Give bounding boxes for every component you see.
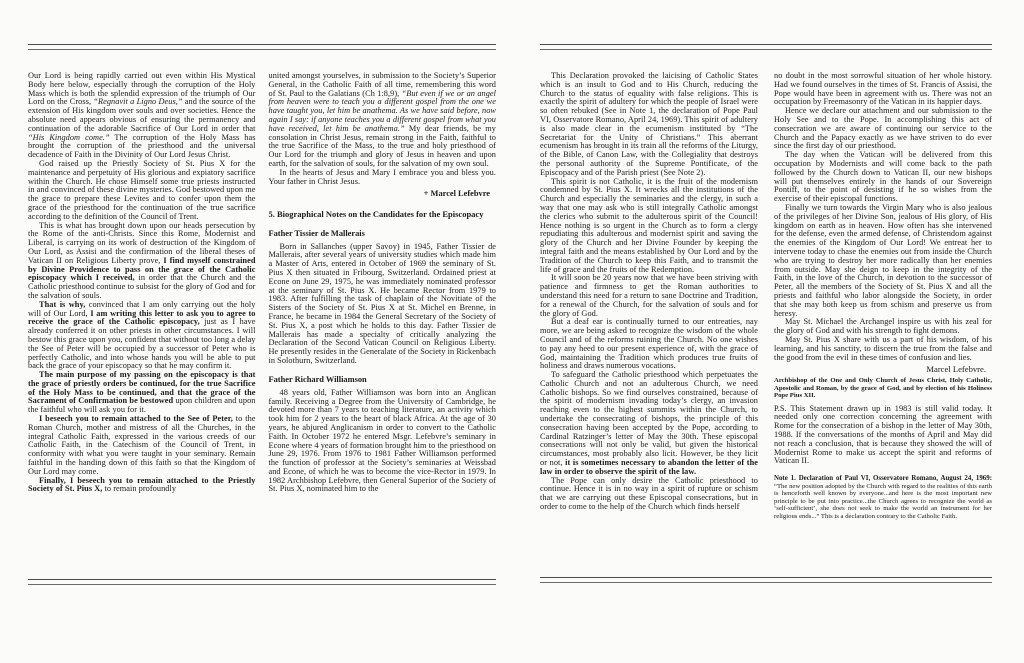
paragraph: The Pope can only desire the Catholic priesthood to continue. Hence it is in no way in a spirit of rupture or schism that we are carrying out these Episcopal consecrations, but in order to come to the help of the Church which finds herself bbox=[540, 475, 758, 512]
paragraph: That is why, convinced that I am only carrying out the holy will of Our Lord, I am writing this letter to ask you to agree to receive the grace of the Catholic episcopacy, just as I have already conferred it on other priests in other circumstances. I will bestow this grace upon you, confident that without too long a delay the See of Peter will be occupied by a successor of Peter who is perfectly Catholic, and into whose hands you will be able to put back the grace of your episcopacy so that he may confirm it. bbox=[28, 299, 256, 371]
paragraph: Hence we declare our attachment and our submission to the Holy See and to the Pope. In accomplishing this act of consecration we are aware of continuing our service to the Church and the Papacy exactly as we have striven to do ever since the first day of our priesthood. bbox=[774, 106, 992, 151]
paragraph: The main purpose of my passing on the episcopacy is that the grace of priestly orders be continued, for the true Sacrifice of the Holy Mass to be continued, and that the grace of the Sacrament of Confirmation be bestowed upon children and upon the faithful who will ask you for it. bbox=[28, 370, 256, 415]
signature-plain: Marcel Lefebvre. bbox=[926, 364, 986, 375]
paragraph: Finally, I beseech you to remain attached to the Priestly Society of St. Pius X, to remain profoundly bbox=[28, 475, 256, 494]
paragraph: I beseech you to remain attached to the See of Peter, to the Roman Church, mother and mistress of all the Churches, in the integral Catholic Faith, expressed in the various creeds of our Catholic Faith, in the Catechism of the Council of Trent, in conformity with what you were taught in your seminary. Remain faithful in the handing down of this faith so that the Kingdom of Our Lord may come. bbox=[28, 414, 256, 476]
paragraph: This spirit is not Catholic, it is the fruit of the modernism condemned by St. Pius X. It wrecks all the institutions of the Church and especially the seminaries and the clergy, in such a way that one may ask who is still integrally Catholic amongst the clerics who submit to the adulterous spirit of the Council! Hence nothing is so urgent in the Church as to form a clergy repudiating this adulterous and modernist spirit and saving the glory of the Church and her Divine Founder by keeping the integral faith and the means established by Our Lord and by the Tradition of the Church to keep this Faith, and to transmit the life of grace and the fruits of the Redemption. bbox=[540, 176, 758, 274]
page-right bbox=[540, 44, 992, 583]
left-page-column-2 bbox=[269, 72, 497, 564]
heading: 5. Biographical Notes on the Candidates for the Episcopacy bbox=[268, 209, 484, 220]
right-page-column-1 bbox=[540, 72, 758, 564]
paragraph: This Declaration provoked the laicising of Catholic States which is an insult to God and to His Church, reducing the Church to the status of equality with false religions. This is exactly the spirit of adultery for which the people of Israel were so often rebuked (See in Note 1, the declaration of Pope Paul VI, Osservatore Romano, April 24, 1969). This spirit of adultery is also made clear in the ecumenism instituted by “The Secretariat for the Unity of Christians.” This aberrant ecumenism has brought in its train all the reforms of the Liturgy, of the Bible, of Canon Law, with the Collegiality that destroys the personal authority of the Supreme Pontificate, of the Episcopacy and of the Parish priest (See Note 2). bbox=[540, 72, 758, 177]
paragraph: May St. Pius X share with us a part of his wisdom, of his learning, and his sanctity, to discern the true from the false and the good from the evil in these times of confusion and lies. bbox=[774, 334, 992, 362]
footnote: Note 1. Declaration of Paul VI, Osservatore Romano, August 24, 1969: “The new position adopted by the Church with regard to the realities of this earth is henceforth well known by everyone...and here is the most important new principle to be put into practice...the Church agrees to recognize the world as ‘self-sufficient’, she does not seek to make the world an instrument for her religious ends...” This is a declaration contrary to the Catholic Faith. bbox=[774, 475, 992, 520]
left-page-columns bbox=[28, 72, 496, 564]
left-page-column-1 bbox=[28, 72, 256, 564]
paragraph: May St. Michael the Archangel inspire us with his zeal for the glory of God and with his strength to fight demons. bbox=[774, 317, 992, 336]
top-rule-left bbox=[28, 44, 496, 50]
signature: + Marcel Lefebvre bbox=[423, 189, 490, 199]
paragraph: God raised up the Priestly Society of St. Pius X for the maintenance and perpetuity of His glorious and expiatory sacrifice within the Church. He chose Himself some true priests instructed in and convinced of these divine mysteries. God bestowed upon me the grace to prepare these Levites and to confer upon them the grace of the priesthood for the continuation of the true sacrifice according to the definition of the Council of Trent. bbox=[28, 158, 256, 221]
paragraph: But a deaf ear is continually turned to our entreaties, nay more, we are being asked to recognize the wisdom of the whole Council and of the reforms ruining the Church. No one wishes to pay any heed to our present experience of, with the grace of God, maintaining the Tradition which produces true fruits of holiness and draws numerous vocations. bbox=[540, 317, 758, 371]
paragraph: In the hearts of Jesus and Mary I embrace you and bless you. Your father in Christ Jesus. bbox=[268, 167, 496, 186]
paragraph: united amongst yourselves, in submission to the Society’s Superior General, in the Catholic Faith of all time, remembering this word of St. Paul to the Galatians (Ch 1:8,9), “But even if we or an angel from heaven were to teach you a different gospel from the one we have taught you, let him be anathema. As we have said before, now again I say: if anyone teaches you a different gospel from what you have received, let him be anathema.” My dear friends, be my consolation in Christ Jesus, remain strong in the Faith, faithful to the true Sacrifice of the Mass, to the true and holy priesthood of Our Lord for the triumph and glory of Jesus in heaven and upon earth, for the salvation of souls, for the salvation of my own soul. bbox=[268, 72, 496, 168]
paragraph: P.S. This Statement drawn up in 1983 is still valid today. It needed only one correction concerning the agreement with Rome for the consecration of a bishop in the letter of May 30th, 1988. If the conversations of the months of April and May did not reach a conclusion, that is because they showed the will of Modernist Rome to make us accept the spirit and reforms of Vatican II. bbox=[774, 403, 992, 466]
right-page-column-2 bbox=[774, 72, 992, 564]
paragraph: Our Lord is being rapidly carried out even within His Mystical Body here below, especially through the corruption of the Holy Mass which is both the splendid expression of the triumph of Our Lord on the Cross, “Regnavit a Ligno Deus,” and the source of the extension of His kingdom over souls and over societies. Hence the absolute need appears obvious of ensuring the permanency and continuation of the adorable Sacrifice of Our Lord in order that “His Kingdom come.” The corruption of the Holy Mass has brought the corruption of the priesthood and the universal decadence of Faith in the Divinity of Our Lord Jesus Christ. bbox=[28, 72, 256, 160]
paragraph: It will soon be 20 years now that we have been striving with patience and firmness to get the Roman authorities to understand this need for a return to sane Doctrine and Tradition, for a renewal of the Church, for the salvation of souls and for the glory of God. bbox=[540, 273, 758, 318]
bottom-rule-right bbox=[540, 577, 992, 583]
paragraph: 48 years old, Father Williamson was born into an Anglican family. Receiving a Degree from the University of Cambridge, he devoted more than 7 years to teaching literature, an activity which took him for 2 years to the heart of black Africa. At the age of 30 years, he abjured Anglicanism in order to convert to the Catholic Faith. In October 1972 he entered Msgr. Lefebvre’s seminary in Econe where 4 years of formation brought him to the priesthood on June 29, 1976. From 1976 to 1981 Father Williamson performed the function of professor at the Society’s seminaries at Weissbad and Econe, of which he was to become the vice-Rector in 1979. In 1982 Archbishop Lefebvre, then General Superior of the Society of St. Pius X, nominated him to the bbox=[268, 387, 496, 494]
top-rule-right bbox=[540, 44, 992, 50]
paragraph: The day when the Vatican will be delivered from this occupation by Modernists and will come back to the path followed by the Church down to Vatican II, our new bishops will put themselves entirely in the hands of our Sovereign Pontiff, to the point of desisting if he so wishes from the exercise of their episcopal functions. bbox=[774, 150, 992, 204]
smallprint: Archbishop of the One and Only Church of Jesus Christ, Holy Catholic, Apostolic and Roman, by the grace of God, and by election of his Holiness Pope Pius XII. bbox=[774, 377, 992, 400]
subheading: Father Tissier de Mallerais bbox=[268, 228, 365, 238]
paragraph: Born in Sallanches (upper Savoy) in 1945, Father Tissier de Mallerais, after several years of university studies which made him a Master of Arts, entered in October of 1969 the seminary of St. Pius X then situated in Fribourg, Switzerland. Ordained priest at Econe on June 29, 1975, he was immediately nominated professor at the seminary of St. Pius X. He became Rector from 1979 to 1983. After fulfilling the task of chaplain of the Novitiate of the Sisters of the Society of St. Pius X at St. Michel en Brenne, in France, he became in 1984 the General Secretary of the Society of St. Pius X, a post which he holds to this day. Father Tissier de Mallerais has made a specialty of critically analyzing the Declaration of the Second Vatican Council on Religious Liberty. He presently resides in the Generalate of the Society in Rickenbach in Solothurn, Switzerland. bbox=[268, 241, 496, 365]
paragraph: Finally we turn towards the Virgin Mary who is also jealous of the privileges of her Divine Son, jealous of His glory, of His kingdom on earth as in heaven. How often has she intervened for the defense, even the armed defense, of Christendom against the enemies of the Kingdom of Our Lord! We entreat her to intervene today to chase the enemies out from inside the Church who are trying to destroy her more radically than her enemies from outside. May she deign to keep in the integrity of the Faith, in the love of the Church, in devotion to the successor of Peter, all the members of the Society of St. Pius X and all the priests and faithful who labor alongside the Society, in order that she may both keep us from schism and preserve us from heresy. bbox=[774, 202, 992, 318]
paragraph: no doubt in the most sorrowful situation of her whole history. Had we found ourselves in the times of St. Francis of Assisi, the Pope would have been in agreement with us. There was not an occupation by Freemasonry of the Vatican in its happier days. bbox=[774, 72, 992, 107]
bottom-rule-left bbox=[28, 579, 496, 585]
paragraph: To safeguard the Catholic priesthood which perpetuates the Catholic Church and not an adulterous Church, we need Catholic bishops. So we find ourselves constrained, because of the spirit of modernism invading today’s clergy, an invasion reaching even to the highest summits within the Church, to undertake the consecrating of bishops, the principle of this consecration having been accepted by the Pope, according to Cardinal Ratzinger’s letter of May the 30th. These episcopal consecrations will not only be valid, but given the historical circumstances, most probably also licit. However, be they licit or not, it is sometimes necessary to abandon the letter of the law in order to observe the spirit of the law. bbox=[540, 370, 758, 476]
paragraph: This is what has brought down upon our heads persecution by the Rome of the anti-Christs. Since this Rome, Modernist and Liberal, is carrying on its work of destruction of the Kingdom of Our Lord, as Assisi and the confirmation of the liberal theses of Vatican II on Religious Liberty prove, I find myself constrained by Divine Providence to pass on the grace of the Catholic episcopacy which I received, in order that the Church and the Catholic priesthood continue to subsist for the glory of God and for the salvation of souls. bbox=[28, 220, 256, 300]
subheading: Father Richard Williamson bbox=[268, 374, 367, 384]
page-left bbox=[28, 44, 496, 585]
right-page-columns bbox=[540, 72, 992, 564]
